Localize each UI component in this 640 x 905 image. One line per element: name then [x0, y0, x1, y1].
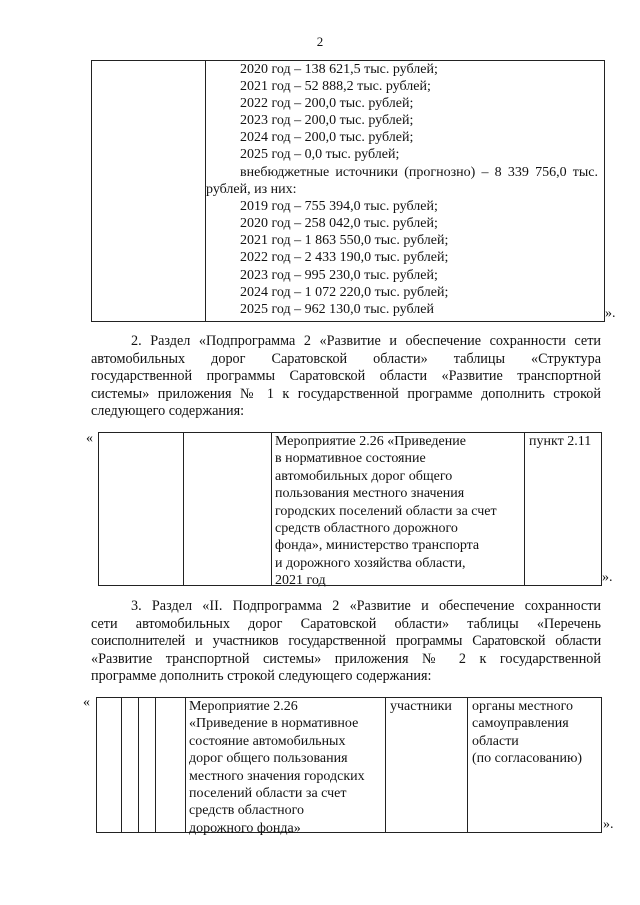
column-divider [185, 698, 186, 832]
event-cell [189, 698, 385, 837]
page-number: 2 [316, 34, 324, 49]
funding-line: 2022 год – 200,0 тыс. рублей; [240, 96, 414, 111]
event-line: средств областного дорожного [275, 521, 458, 537]
column-divider [467, 698, 468, 832]
close-quote: ». [605, 306, 616, 321]
paragraph-line: соисполнителей и участников государственной программы Саратовской области [91, 633, 601, 650]
event-line: пользования местного значения [275, 486, 465, 502]
funding-line: 2021 год – 1 863 550,0 тыс. рублей; [240, 233, 449, 248]
close-quote: ». [603, 817, 614, 832]
funding-line: внебюджетные источники (прогнозно) – 8 339 756,0 тыс. [240, 165, 598, 180]
org-line: органы местного [472, 699, 573, 714]
paragraph-line: системы» приложения № 1 к государственной программе дополнить строкой [91, 385, 601, 402]
org-cell [472, 698, 600, 768]
event-line: дорожного фонда» [189, 820, 301, 836]
org-line: области [472, 733, 519, 749]
open-quote: « [83, 695, 90, 710]
funding-line: 2023 год – 995 230,0 тыс. рублей; [240, 268, 438, 283]
paragraph-line: «Развитие транспортной системы» приложения № 2 к государственной [91, 650, 601, 667]
event-line: Мероприятие 2.26 [189, 699, 298, 714]
funding-line: 2020 год – 138 621,5 тыс. рублей; [240, 62, 438, 77]
event-line: состояние автомобильных [189, 733, 346, 749]
paragraph-line: 2. Раздел «Подпрограмма 2 «Развитие и обеспечение сохранности сети [131, 333, 601, 349]
event-line: 2021 год [275, 573, 326, 589]
event-line: местного значения городских [189, 768, 365, 784]
paragraph-line: государственной программы Саратовской области «Развитие транспортной [91, 368, 601, 385]
funding-line: 2023 год – 200,0 тыс. рублей; [240, 113, 414, 128]
funding-line: 2024 год – 1 072 220,0 тыс. рублей; [240, 285, 449, 300]
paragraph-line: следующего содержания: [91, 403, 245, 420]
funding-line: 2024 год – 200,0 тыс. рублей; [240, 130, 414, 145]
structure-table [98, 432, 602, 589]
event-line: автомобильных дорог общего [275, 468, 453, 484]
org-line: самоуправления [472, 716, 569, 732]
event-cell [275, 433, 523, 590]
event-line: Мероприятие 2.26 «Приведение [275, 434, 466, 449]
funding-line: 2022 год – 2 433 190,0 тыс. рублей; [240, 250, 449, 265]
paragraph-3 [91, 598, 601, 686]
column-divider [121, 698, 122, 832]
column-divider [138, 698, 139, 832]
event-line: в нормативное состояние [275, 451, 426, 467]
funding-table [91, 60, 605, 322]
column-divider [183, 433, 184, 585]
point-cell: пункт 2.11 [529, 434, 592, 449]
column-divider [271, 433, 272, 585]
funding-line: 2020 год – 258 042,0 тыс. рублей; [240, 216, 438, 231]
open-quote: « [86, 431, 93, 446]
role-cell: участники [390, 699, 452, 714]
event-line: и дорожного хозяйства области, [275, 555, 466, 571]
event-line: дорог общего пользования [189, 751, 348, 767]
close-quote: ». [602, 570, 613, 585]
event-line: средств областного [189, 803, 305, 819]
event-line: поселений области за счет [189, 786, 347, 802]
funding-line: 2021 год – 52 888,2 тыс. рублей; [240, 79, 431, 94]
column-divider [155, 698, 156, 832]
funding-line: рублей, из них: [206, 182, 297, 197]
event-line: городских поселений области за счет [275, 503, 497, 519]
event-line: «Приведение в нормативное [189, 716, 359, 732]
participants-table [96, 697, 602, 836]
funding-line: 2019 год – 755 394,0 тыс. рублей; [240, 199, 438, 214]
org-line: (по согласованию) [472, 751, 583, 767]
funding-line: 2025 год – 962 130,0 тыс. рублей [240, 302, 434, 317]
paragraph-line: программе дополнить строкой следующего содержания: [91, 668, 432, 685]
funding-line: 2025 год – 0,0 тыс. рублей; [240, 147, 400, 162]
paragraph-line: автомобильных дорог Саратовской области» таблицы «Структура [91, 350, 601, 367]
column-divider [524, 433, 525, 585]
column-divider [385, 698, 386, 832]
paragraph-2 [91, 333, 601, 421]
paragraph-line: 3. Раздел «II. Подпрограмма 2 «Развитие и обеспечение сохранности [131, 598, 601, 614]
event-line: фонда», министерство транспорта [275, 538, 480, 554]
paragraph-line: сети автомобильных дорог Саратовской области» таблицы «Перечень [91, 615, 601, 632]
